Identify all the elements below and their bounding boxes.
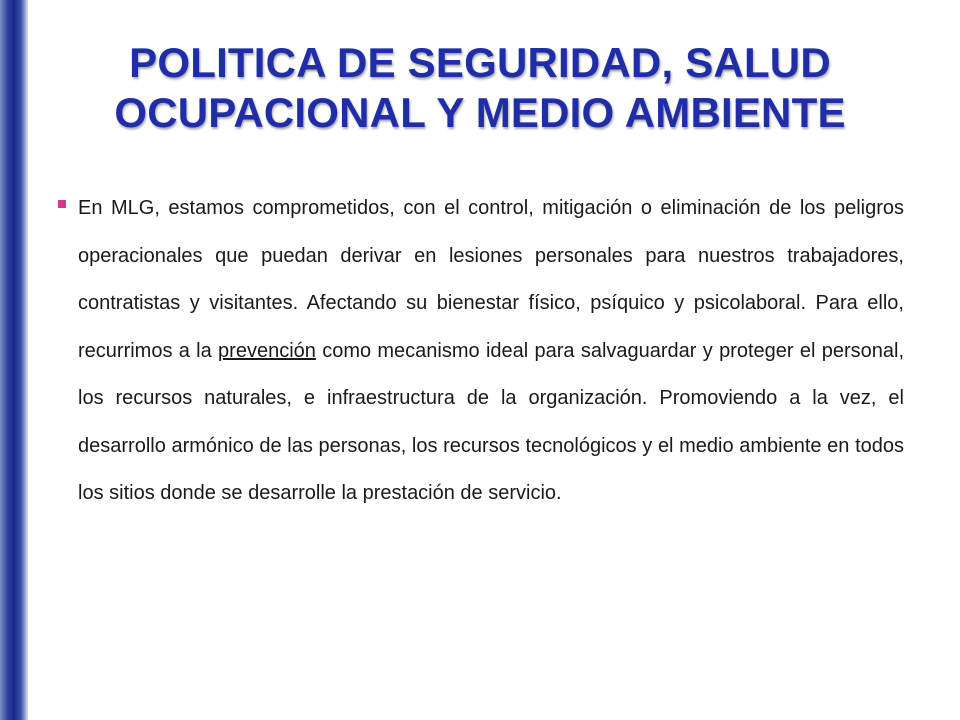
- underlined-word-prevencion: prevención: [218, 339, 316, 362]
- decorative-side-bar: [0, 0, 26, 720]
- policy-paragraph: [78, 185, 904, 518]
- slide-title: [60, 38, 900, 138]
- paragraph-text-end: como mecanismo ideal para salvaguardar y proteger el personal, los recursos naturales, e infraestructura de la organización. Promoviendo a la vez, el desarrollo armónico de las personas, los recursos tecnológicos y el medio ambiente en todos los sitios donde se desarrolle la prestación de servicio.: [78, 339, 904, 504]
- paragraph-text-start: En MLG, estamos comprometidos, con el control, mitigación o eliminación de los peligros operacionales que puedan derivar en lesiones personales para nuestros trabajadores, contratistas y visitantes. Afectando su bienestar físico, psíquico y psicolaboral. Para ello, recurrimos a la: [78, 197, 904, 362]
- square-bullet-icon: [58, 200, 66, 208]
- bullet-list-item: [58, 185, 904, 518]
- side-bar-edge-line: [26, 0, 28, 720]
- title-line-2: OCUPACIONAL Y MEDIO AMBIENTE: [114, 89, 846, 136]
- title-line-1: POLITICA DE SEGURIDAD, SALUD: [129, 39, 831, 86]
